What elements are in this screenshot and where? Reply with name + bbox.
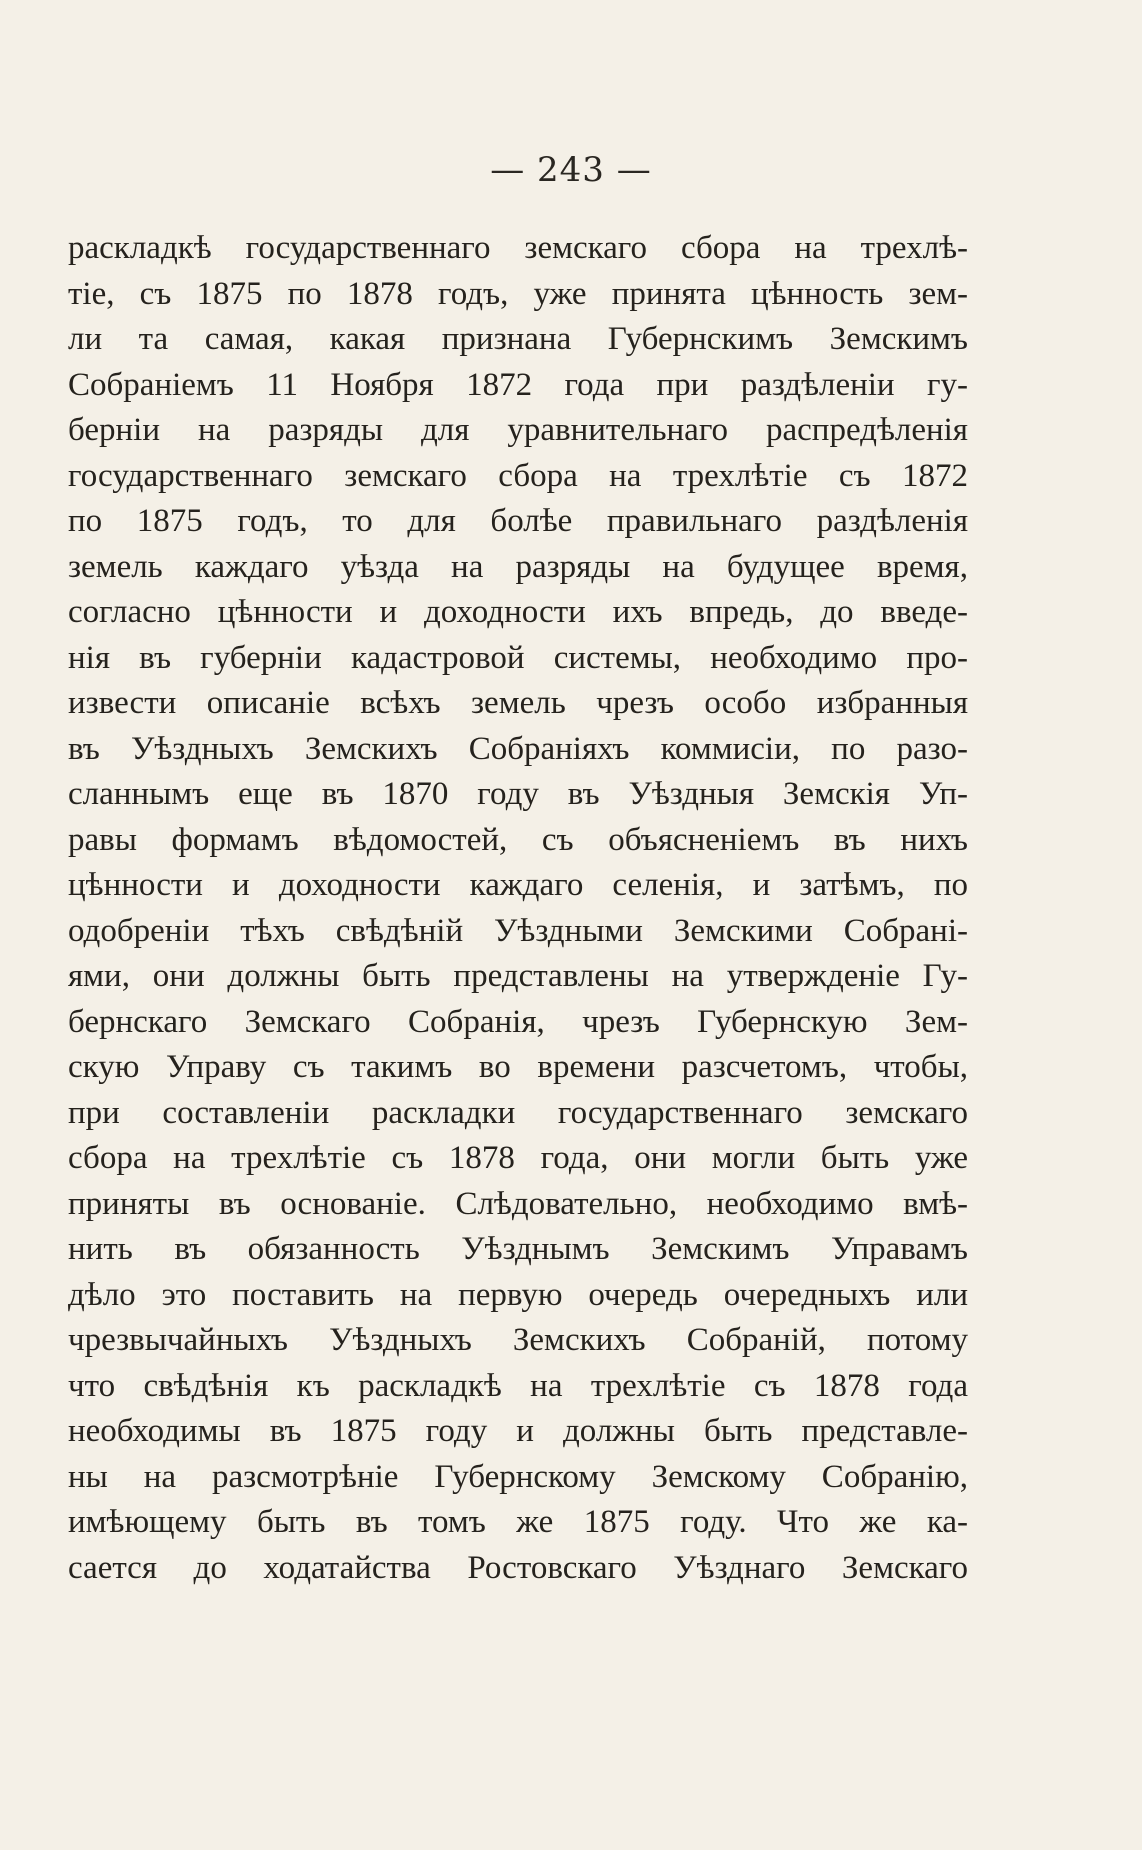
text-line: бернскаго Земскаго Собранія, чрезъ Губернскую Зем- <box>68 1003 968 1040</box>
text-line: государственнаго земскаго сбора на трехлѣтіе съ 1872 <box>68 457 968 494</box>
text-line: скую Управу съ такимъ во времени разсчетомъ, чтобы, <box>68 1049 968 1085</box>
text-line: нить въ обязанность Уѣзднымъ Земскимъ Управамъ <box>68 1231 968 1267</box>
body-text <box>68 226 968 1591</box>
text-line: при составленіи раскладки государственнаго земскаго <box>68 1094 968 1131</box>
text-line: тіе, съ 1875 по 1878 годъ, уже принята цѣнность зем- <box>68 275 968 312</box>
page-number: — 243 — <box>490 150 652 190</box>
text-line: ями, они должны быть представлены на утвержденіе Гу- <box>68 958 968 994</box>
text-line: нія въ губерніи кадастровой системы, необходимо про- <box>68 639 968 676</box>
text-line: ли та самая, какая признана Губернскимъ Земскимъ <box>68 321 968 357</box>
text-line: имѣющему быть въ томъ же 1875 году. Что же ка- <box>68 1504 968 1540</box>
text-line: земель каждаго уѣзда на разряды на будущее время, <box>68 548 968 585</box>
text-line: извести описаніе всѣхъ земель чрезъ особо избранныя <box>68 685 968 721</box>
text-line: дѣло это поставить на первую очередь очередныхъ или <box>68 1276 968 1313</box>
text-line: по 1875 годъ, то для болѣе правильнаго раздѣленія <box>68 503 968 539</box>
text-line: ны на разсмотрѣніе Губернскому Земскому Собранію, <box>68 1458 968 1495</box>
text-line: Собраніемъ 11 Ноября 1872 года при раздѣленіи гу- <box>68 366 968 403</box>
text-line: въ Уѣздныхъ Земскихъ Собраніяхъ коммисіи, по разо- <box>68 730 968 767</box>
text-line: согласно цѣнности и доходности ихъ впредь, до введе- <box>68 594 968 630</box>
text-line: что свѣдѣнія къ раскладкѣ на трехлѣтіе съ 1878 года <box>68 1367 968 1404</box>
text-line: берніи на разряды для уравнительнаго распредѣленія <box>68 412 968 448</box>
text-line: сается до ходатайства Ростовскаго Уѣзднаго Земскаго <box>68 1549 968 1586</box>
text-line: раскладкѣ государственнаго земскаго сбора на трехлѣ- <box>68 230 968 266</box>
text-line: приняты въ основаніе. Слѣдовательно, необходимо вмѣ- <box>68 1185 968 1222</box>
text-line: равы формамъ вѣдомостей, съ объясненіемъ въ нихъ <box>68 821 968 858</box>
text-line: необходимы въ 1875 году и должны быть представле- <box>68 1413 968 1449</box>
text-line: сбора на трехлѣтіе съ 1878 года, они могли быть уже <box>68 1140 968 1176</box>
text-line: цѣнности и доходности каждаго селенія, и затѣмъ, по <box>68 867 968 903</box>
text-line: одобреніи тѣхъ свѣдѣній Уѣздными Земскими Собрані- <box>68 912 968 949</box>
text-line: чрезвычайныхъ Уѣздныхъ Земскихъ Собраній, потому <box>68 1322 968 1358</box>
text-line: сланнымъ еще въ 1870 году въ Уѣздныя Земскія Уп- <box>68 776 968 812</box>
